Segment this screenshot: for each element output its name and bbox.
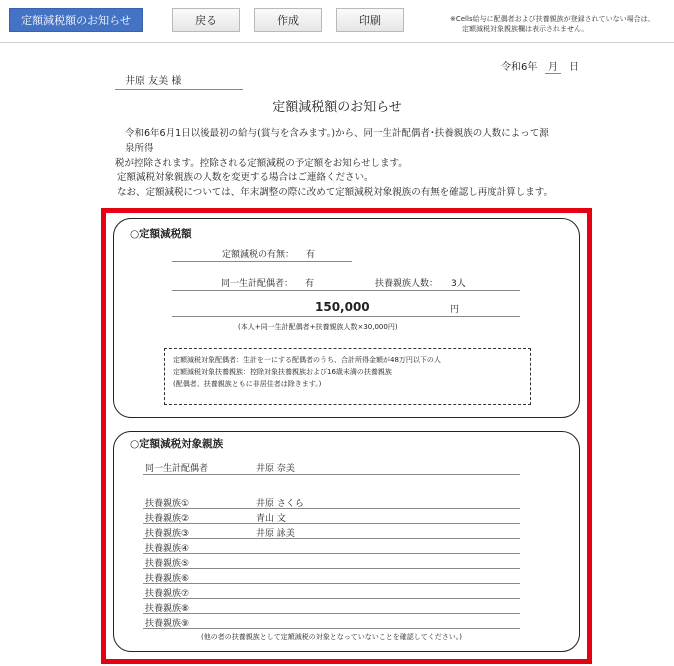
family-footnote: (他の者の扶養親族として定額減税の対象となっていないことを確認してください。) [201,633,462,641]
intro-line2: 税が控除されます。控除される定額減税の予定額をお知らせします。 [115,158,408,169]
dependent-name: 井原 詠美 [256,529,295,539]
definition-exclusion: (配偶者、扶養親族ともに非居住者は除きます。) [173,380,322,388]
divider [143,538,520,539]
family-spouse-label: 同一生計配偶者 [145,464,209,474]
has-reduction-label: 定額減税の有無： [222,250,295,260]
create-button[interactable]: 作成 [254,8,322,32]
divider [143,628,520,629]
dependent-label: 扶養親族③ [145,529,190,539]
toolbar [0,0,674,43]
divider [143,523,520,524]
notice-button[interactable]: 定額減税額のお知らせ [9,8,143,32]
contact-line2: なお、定額減税については、年末調整の際に改めて定額減税対象親族の有無を確認し再度計算します。 [117,187,554,198]
divider [143,568,520,569]
dependents-count-label: 扶養親族人数： [375,279,439,289]
back-button[interactable]: 戻る [172,8,240,32]
divider [143,553,520,554]
divider [143,508,520,509]
reduction-formula: (本人+同一生計配偶者+扶養親族人数×30,000円) [238,323,398,331]
tax-amount-heading: ○定額減税額 [130,228,192,240]
contact-line1: 定額減税対象親族の人数を変更する場合はご連絡ください。 [117,172,374,183]
divider [143,474,520,475]
toolbar-note-line2: 定額減税対象親族欄は表示されません。 [462,25,589,33]
intro-line1: 令和6年6月1日以後最初の給与(賞与を含みます。)から、同一生計配偶者･扶養親族の人数によって源泉所得 [125,128,549,154]
dependent-name: 青山 文 [256,514,286,524]
family-heading: ○定額減税対象親族 [130,438,224,450]
toolbar-note-line1: ※Cells給与に配偶者および扶養親族が登録されていない場合は、 [450,15,655,23]
spouse-value: 有 [305,279,315,289]
spouse-label: 同一生計配偶者： [221,279,294,289]
dependent-label: 扶養親族⑥ [145,574,190,584]
dependents-count-value: 3人 [451,279,466,289]
recipient-name: 井原 友美 様 [115,72,243,90]
definition-spouse: 定額減税対象配偶者：生計を一にする配偶者のうち、合計所得金額が48万円以下の人 [173,356,441,364]
divider [172,316,520,317]
date-month: 月 [545,58,561,74]
has-reduction-value: 有 [306,250,316,260]
print-button[interactable]: 印刷 [336,8,404,32]
dependent-label: 扶養親族⑦ [145,589,190,599]
definition-dependent: 定額減税対象扶養親族：控除対象扶養親族および16歳未満の扶養親族 [173,368,392,376]
toolbar-note [450,14,668,34]
date-era-year: 令和6年 [501,62,538,73]
divider [143,583,520,584]
contact-paragraph [115,170,575,200]
dependent-label: 扶養親族⑤ [145,559,190,569]
definitions-box [164,348,531,405]
dependent-label: 扶養親族① [145,499,190,509]
date-day: 日 [569,62,579,73]
dependent-label: 扶養親族④ [145,544,190,554]
reduction-currency: 円 [450,305,460,315]
dependent-label: 扶養親族⑨ [145,619,190,629]
dependent-name: 井原 さくら [256,499,304,509]
dependent-label: 扶養親族⑧ [145,604,190,614]
divider [143,598,520,599]
page-title: 定額減税額のお知らせ [272,100,402,115]
divider [172,290,520,291]
family-spouse-name: 井原 奈美 [256,464,295,474]
divider [143,613,520,614]
intro-paragraph [115,126,555,171]
divider [172,261,352,262]
dependent-label: 扶養親族② [145,514,190,524]
reduction-amount: 150,000 [315,300,370,314]
